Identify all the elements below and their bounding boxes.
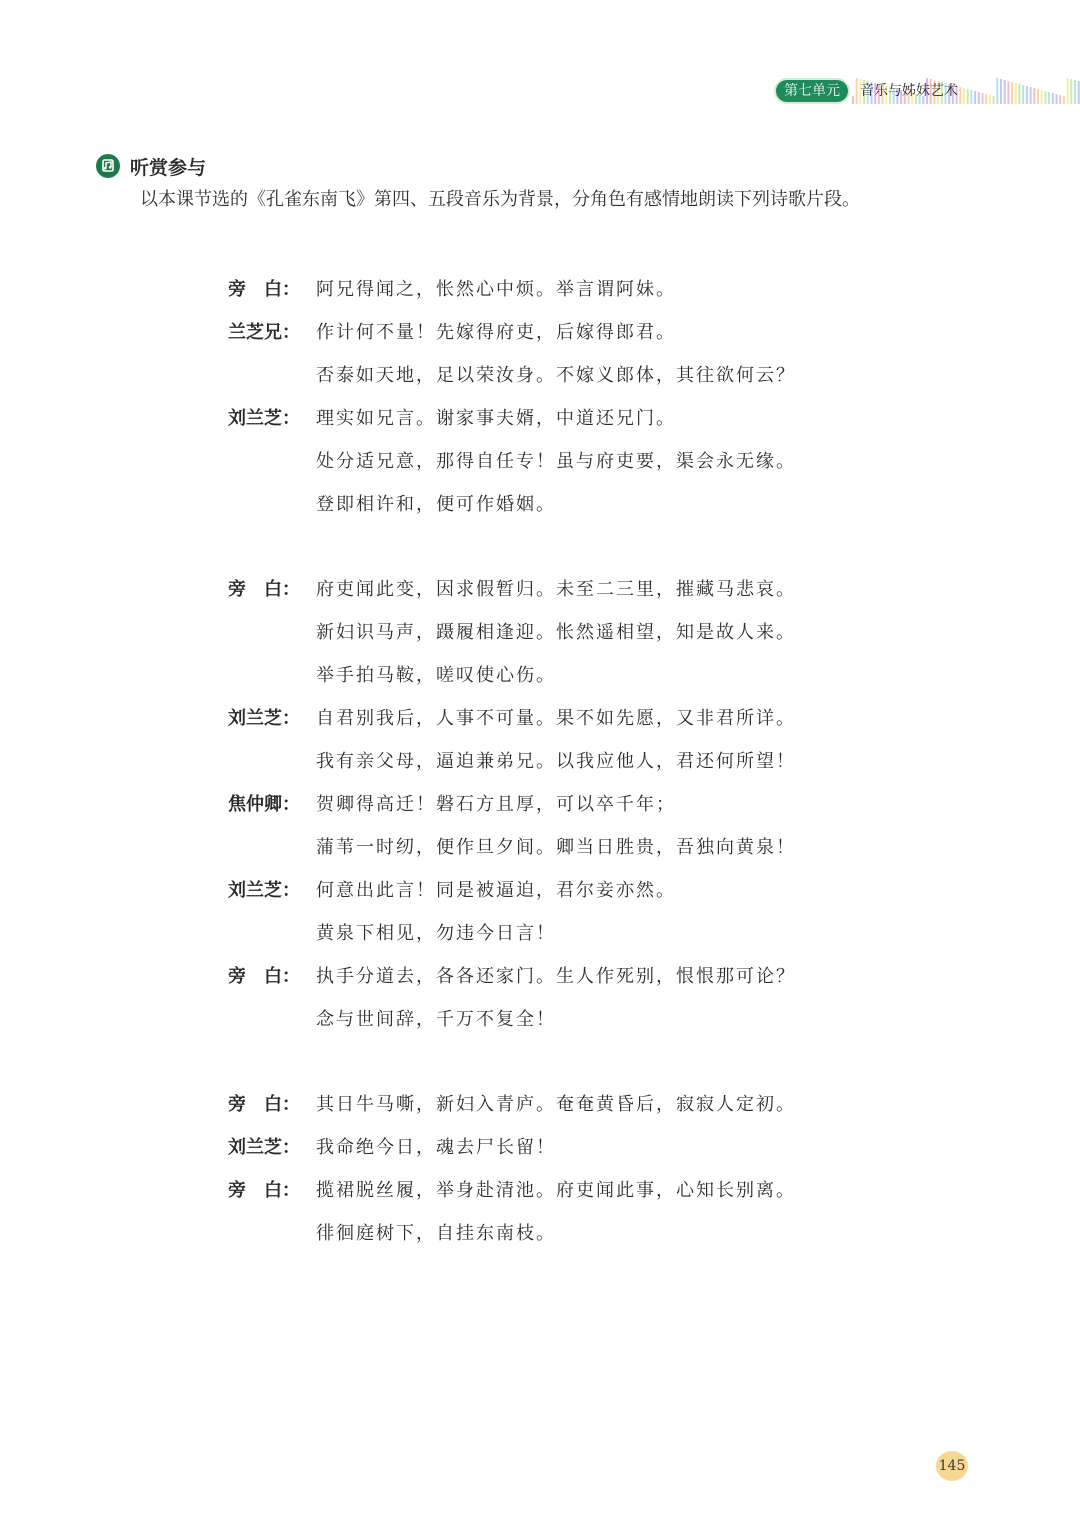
unit-label: 第七单元 bbox=[776, 80, 848, 102]
poem-line bbox=[228, 996, 1048, 1039]
equalizer-bar bbox=[1019, 84, 1021, 104]
equalizer-bar bbox=[1044, 91, 1046, 104]
section-title: 听赏参与 bbox=[130, 156, 207, 179]
equalizer-bar bbox=[978, 92, 980, 104]
equalizer-bar bbox=[959, 87, 961, 104]
equalizer-bar bbox=[974, 91, 976, 104]
speaker-role: 刘兰芝： bbox=[228, 407, 300, 429]
poem-line bbox=[228, 438, 1048, 481]
verse-text: 黄泉下相见，勿违今日言！ bbox=[316, 922, 556, 944]
poem-line bbox=[228, 695, 1048, 738]
equalizer-bar bbox=[1059, 95, 1061, 104]
poem-line bbox=[228, 266, 1048, 309]
speaker-role: 刘兰芝： bbox=[228, 1136, 300, 1158]
speaker-role: 兰芝兄： bbox=[228, 321, 300, 343]
equalizer-bar bbox=[1041, 90, 1043, 104]
equalizer-bar bbox=[1022, 85, 1024, 104]
equalizer-bar bbox=[856, 78, 858, 104]
equalizer-bar bbox=[1004, 80, 1006, 104]
equalizer-bar bbox=[963, 88, 965, 104]
music-note-icon bbox=[96, 154, 120, 178]
verse-text: 执手分道去，各各还家门。生人作死别，恨恨那可论？ bbox=[316, 965, 796, 987]
poem-line bbox=[228, 953, 1048, 996]
verse-text: 念与世间辞，千万不复全！ bbox=[316, 1008, 556, 1030]
verse-text: 徘徊庭树下，自挂东南枝。 bbox=[316, 1222, 556, 1244]
poem-line bbox=[228, 824, 1048, 867]
equalizer-bar bbox=[985, 94, 987, 104]
poem-line bbox=[228, 395, 1048, 438]
equalizer-bar bbox=[1033, 88, 1035, 104]
speaker-role: 旁 白： bbox=[228, 578, 300, 600]
verse-text: 蒲苇一时纫，便作旦夕间。卿当日胜贵，吾独向黄泉！ bbox=[316, 836, 796, 858]
poem-line bbox=[228, 652, 1048, 695]
poem-line bbox=[228, 481, 1048, 524]
equalizer-bar bbox=[996, 78, 998, 104]
verse-text: 揽裙脱丝履，举身赴清池。府吏闻此事，心知长别离。 bbox=[316, 1179, 796, 1201]
verse-text: 何意出此言！同是被逼迫，君尔妾亦然。 bbox=[316, 879, 676, 901]
equalizer-bar bbox=[1063, 96, 1065, 104]
verse-text: 贺卿得高迁！磐石方且厚，可以卒千年； bbox=[316, 793, 676, 815]
verse-text: 府吏闻此变，因求假暂归。未至二三里，摧藏马悲哀。 bbox=[316, 578, 796, 600]
poem-line bbox=[228, 1167, 1048, 1210]
stanza bbox=[228, 566, 1048, 1039]
poem-line bbox=[228, 309, 1048, 352]
poem-line bbox=[228, 609, 1048, 652]
poem-line bbox=[228, 910, 1048, 953]
verse-text: 理实如兄言。谢家事夫婿，中道还兄门。 bbox=[316, 407, 676, 429]
instruction-text: 以本课节选的《孔雀东南飞》第四、五段音乐为背景，分角色有感情地朗读下列诗歌片段。 bbox=[140, 189, 860, 210]
equalizer-bar bbox=[1011, 82, 1013, 104]
verse-text: 我有亲父母，逼迫兼弟兄。以我应他人，君还何所望！ bbox=[316, 750, 796, 772]
poem-line bbox=[228, 566, 1048, 609]
equalizer-bar bbox=[982, 93, 984, 104]
equalizer-bar bbox=[1074, 80, 1076, 104]
verse-text: 处分适兄意，那得自任专！虽与府吏要，渠会永无缘。 bbox=[316, 450, 796, 472]
verse-text: 举手拍马鞍，嗟叹使心伤。 bbox=[316, 664, 556, 686]
page-number: 145 bbox=[936, 1451, 968, 1481]
poem-line bbox=[228, 1081, 1048, 1124]
equalizer-bar bbox=[1000, 79, 1002, 104]
poem-line bbox=[228, 738, 1048, 781]
verse-text: 否泰如天地，足以荣汝身。不嫁义郎体，其往欲何云？ bbox=[316, 364, 796, 386]
unit-header bbox=[772, 74, 1080, 104]
unit-title: 音乐与姊妹艺术 bbox=[860, 83, 958, 99]
equalizer-bar bbox=[1067, 78, 1069, 104]
equalizer-bar bbox=[989, 95, 991, 104]
poem-line bbox=[228, 867, 1048, 910]
equalizer-bar bbox=[1037, 89, 1039, 104]
stanza bbox=[228, 266, 1048, 524]
speaker-role: 旁 白： bbox=[228, 278, 300, 300]
verse-text: 自君别我后，人事不可量。果不如先愿，又非君所详。 bbox=[316, 707, 796, 729]
equalizer-bar bbox=[970, 90, 972, 104]
equalizer-bar bbox=[993, 96, 995, 104]
poem-line bbox=[228, 1210, 1048, 1253]
poem-line bbox=[228, 1124, 1048, 1167]
equalizer-bar bbox=[1030, 87, 1032, 104]
poem-line bbox=[228, 352, 1048, 395]
equalizer-bar bbox=[1070, 79, 1072, 104]
speaker-role: 刘兰芝： bbox=[228, 879, 300, 901]
speaker-role: 旁 白： bbox=[228, 965, 300, 987]
equalizer-bar bbox=[967, 89, 969, 104]
speaker-role: 刘兰芝： bbox=[228, 707, 300, 729]
equalizer-bar bbox=[1026, 86, 1028, 104]
verse-text: 新妇识马声，蹑履相逢迎。怅然遥相望，知是故人来。 bbox=[316, 621, 796, 643]
speaker-role: 焦仲卿： bbox=[228, 793, 300, 815]
verse-text: 阿兄得闻之，怅然心中烦。举言谓阿妹。 bbox=[316, 278, 676, 300]
poem-script bbox=[228, 266, 1048, 1295]
equalizer-bar bbox=[1015, 83, 1017, 104]
equalizer-bar bbox=[1078, 81, 1080, 104]
equalizer-bar bbox=[1048, 92, 1050, 104]
verse-text: 登即相许和，便可作婚姻。 bbox=[316, 493, 556, 515]
speaker-role: 旁 白： bbox=[228, 1093, 300, 1115]
equalizer-bar bbox=[1056, 94, 1058, 104]
stanza bbox=[228, 1081, 1048, 1253]
equalizer-bar bbox=[1007, 81, 1009, 104]
equalizer-bar bbox=[1052, 93, 1054, 104]
verse-text: 其日牛马嘶，新妇入青庐。奄奄黄昏后，寂寂人定初。 bbox=[316, 1093, 796, 1115]
poem-line bbox=[228, 781, 1048, 824]
verse-text: 作计何不量！先嫁得府吏，后嫁得郎君。 bbox=[316, 321, 676, 343]
verse-text: 我命绝今日，魂去尸长留！ bbox=[316, 1136, 556, 1158]
equalizer-bar bbox=[852, 96, 854, 104]
section-heading bbox=[96, 152, 206, 180]
speaker-role: 旁 白： bbox=[228, 1179, 300, 1201]
